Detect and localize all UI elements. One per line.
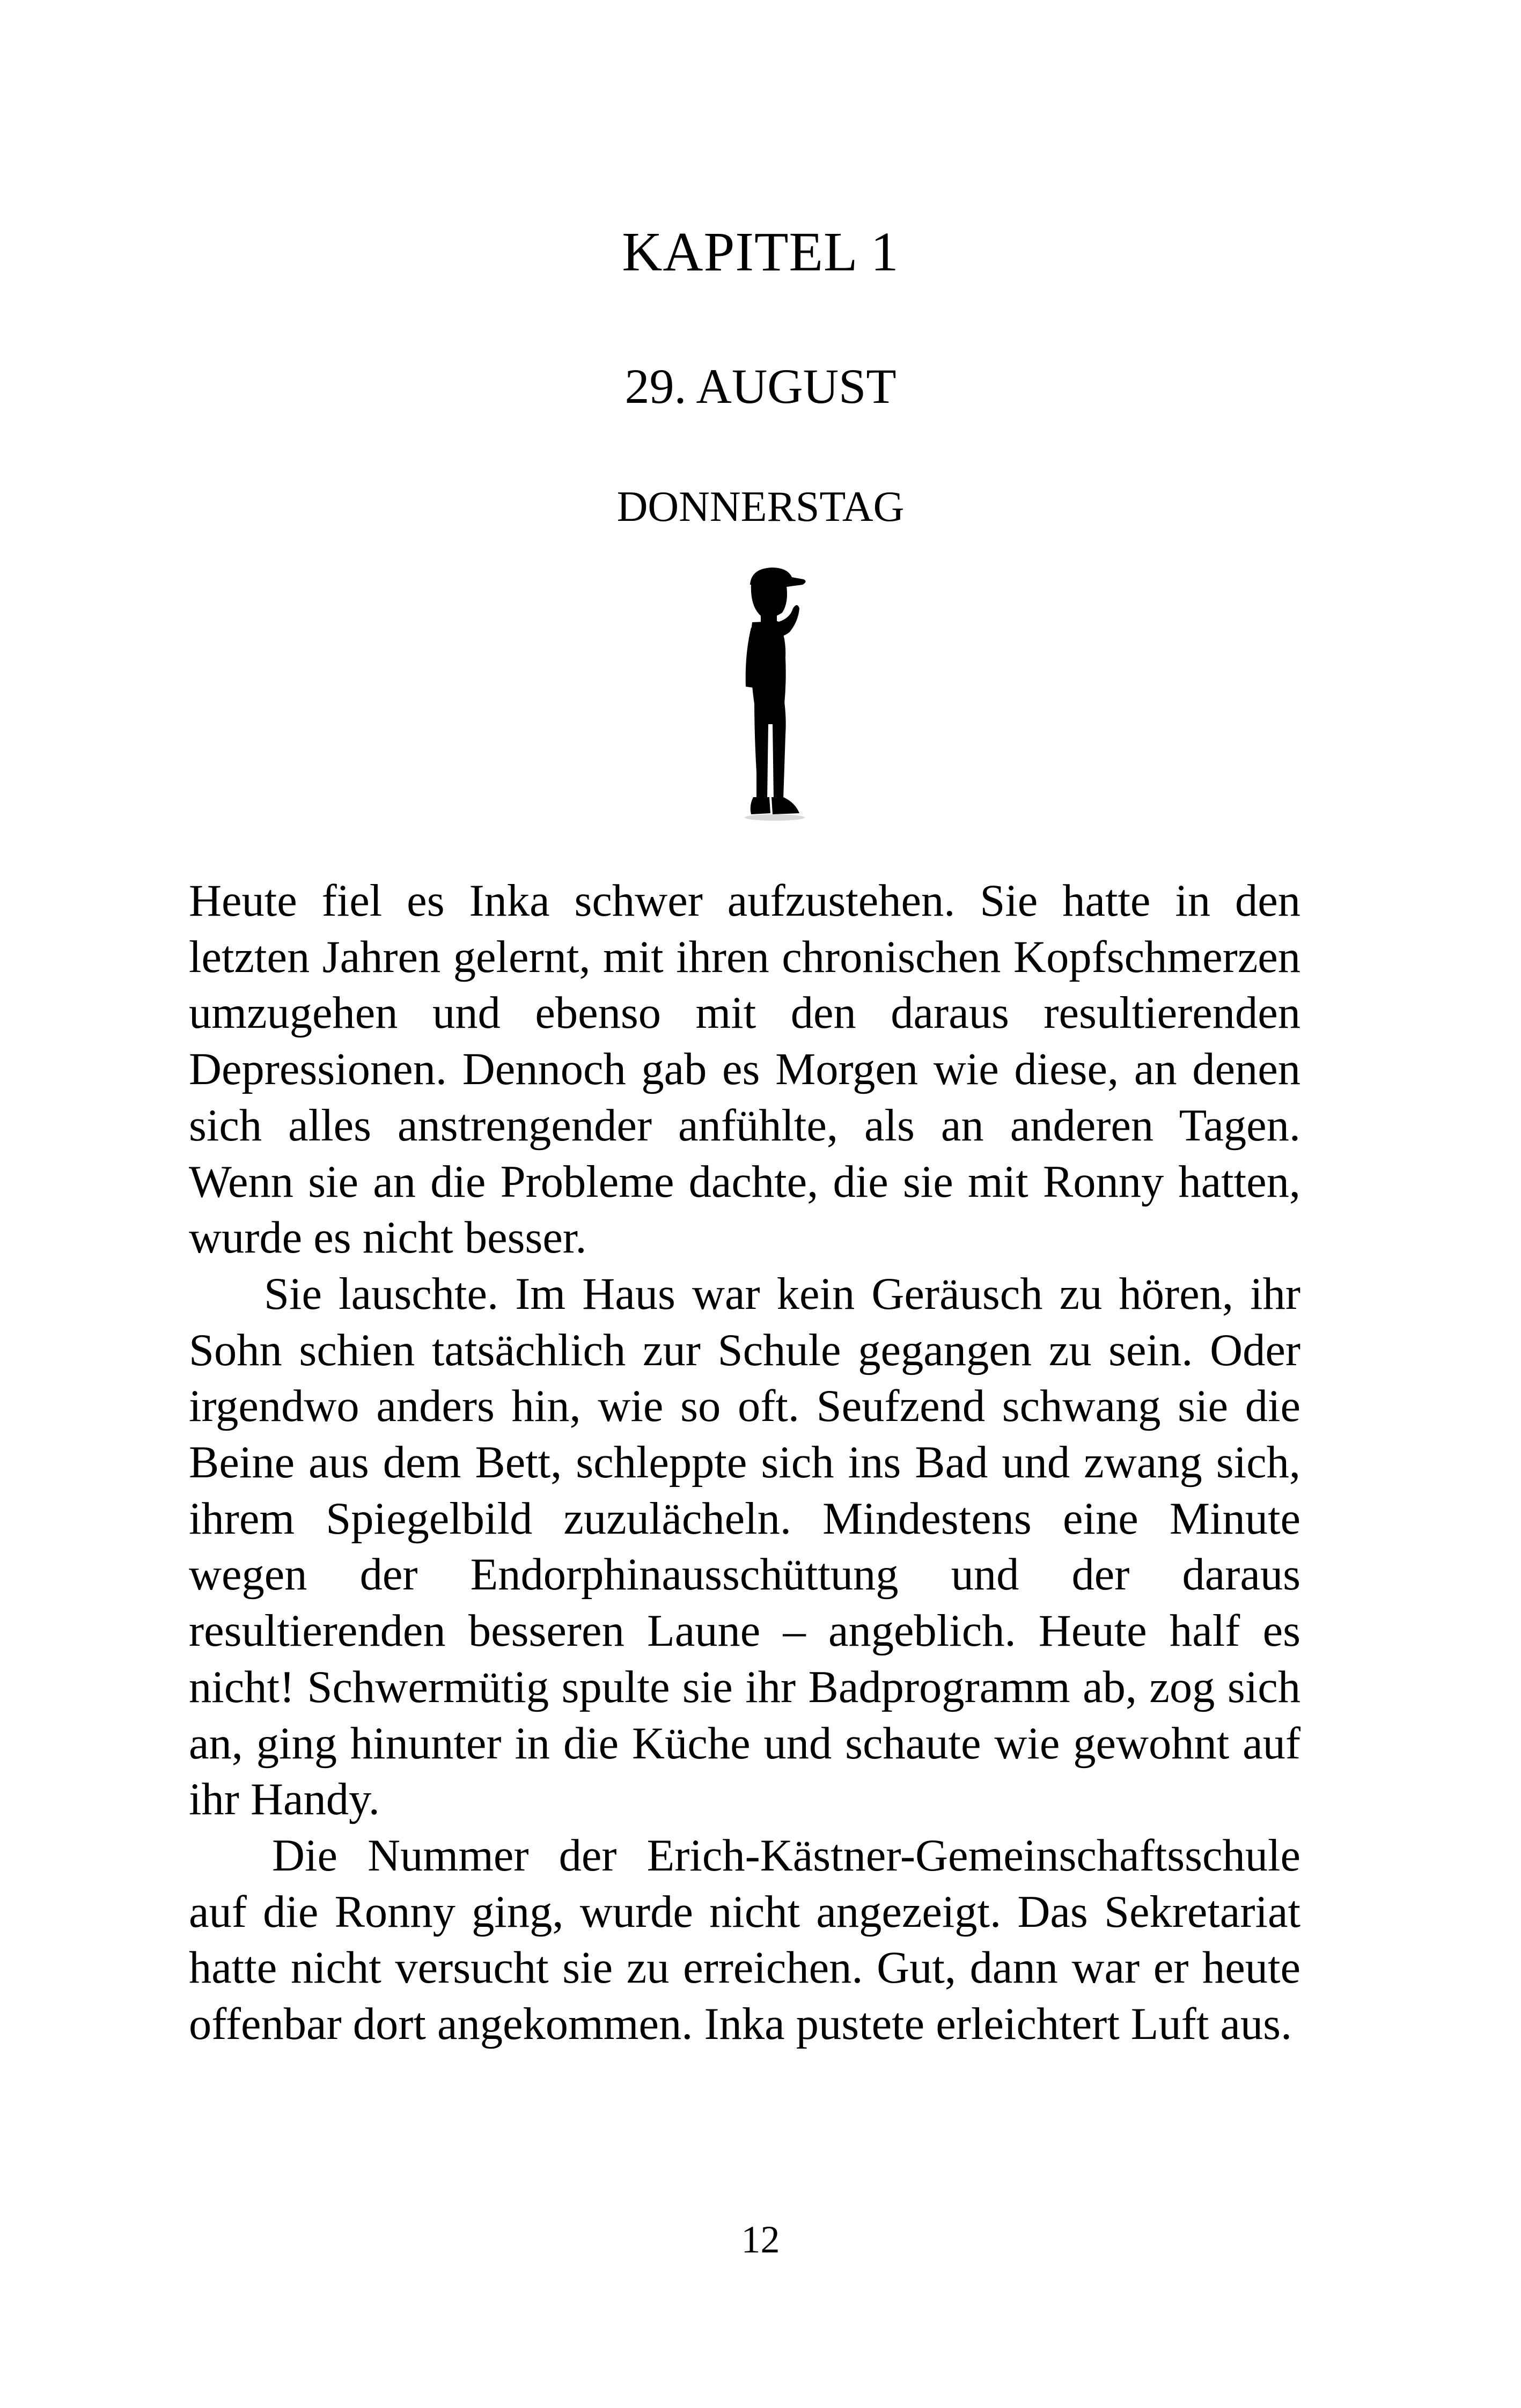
- chapter-title: KAPITEL 1: [622, 221, 899, 283]
- body-text: [189, 873, 1300, 2053]
- paragraph-1: Heute fiel es Inka schwer aufzustehen. Sie hatte in den letzten Jahren gelernt, mit ihren chronischen Kopfschmerzen umzugehen und ebenso mit den daraus resultierenden Depressionen. Dennoch gab es Morgen wie diese, an denen sich alles anstrengender anfühlte, als an anderen Tagen. Wenn sie an die Probleme dachte, die sie mit Ronny hatten, wurde es nicht besser.: [189, 876, 1300, 1263]
- paragraph-2: Sie lauschte. Im Haus war kein Geräusch zu hören, ihr Sohn schien tatsächlich zur Schule gegangen zu sein. Oder irgendwo anders hin, wie so oft. Seufzend schwang sie die Beine aus dem Bett, schleppte sich ins Bad und zwang sich, ihrem Spiegelbild zuzulächeln. Mindestens eine Minute wegen der Endorphinausschüttung und der daraus resultierenden besseren Laune – angeblich. Heute half es nicht! Schwermütig spulte sie ihr Badprogramm ab, zog sich an, ging hinunter in die Küche und schaute wie gewohnt auf ihr Handy.: [189, 1269, 1300, 1825]
- paragraph-3: Die Nummer der Erich-Kästner-Gemeinschaftsschule auf die Ronny ging, wurde nicht angezeigt. Das Sekretariat hatte nicht versucht sie zu erreichen. Gut, dann war er heute offenbar dort angekommen. Inka pustete erleichtert Luft aus.: [189, 1830, 1300, 2050]
- chapter-weekday: DONNERSTAG: [616, 483, 905, 531]
- child-silhouette-icon: [719, 563, 826, 831]
- chapter-date: 29. AUGUST: [624, 359, 897, 414]
- page-number: 12: [741, 2218, 780, 2261]
